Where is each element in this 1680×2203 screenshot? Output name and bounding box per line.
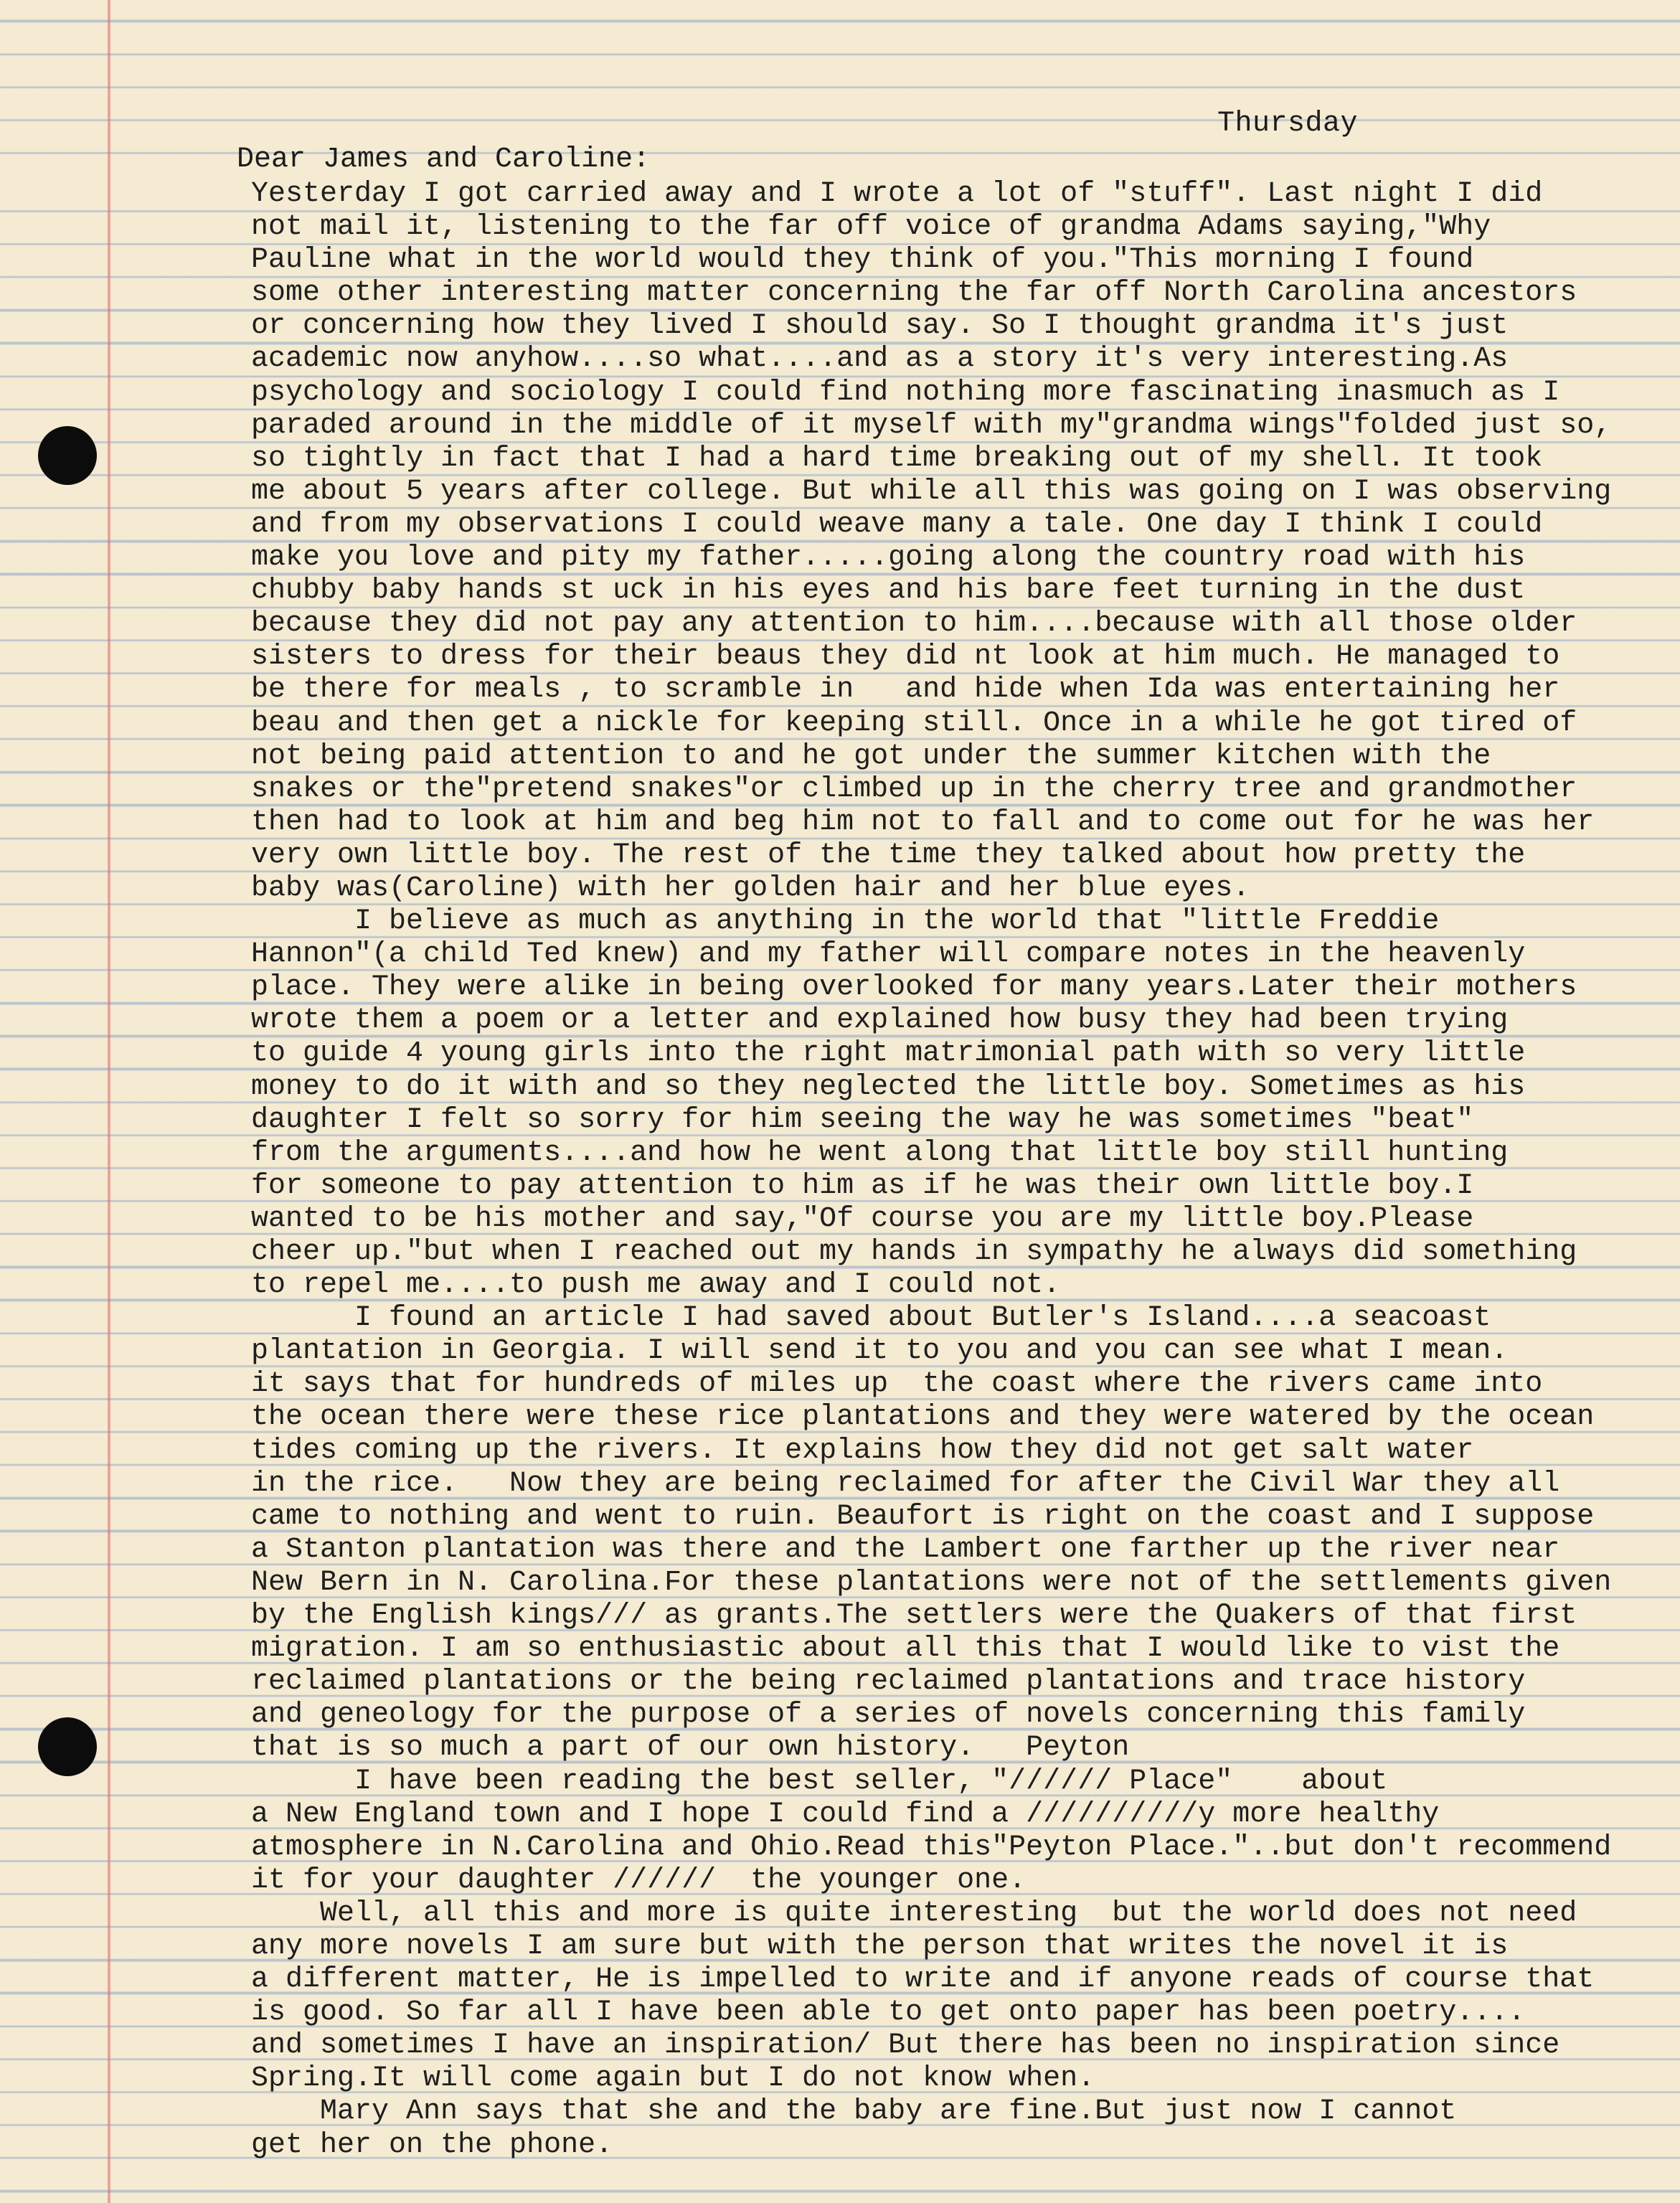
letter-line: not being paid attention to and he got under the summer kitchen with the: [251, 740, 1491, 773]
letter-line: chubby baby hands st uck in his eyes and his bare feet turning in the dust: [251, 575, 1526, 608]
letter-line: any more novels I am sure but with the person that writes the novel it is: [251, 1930, 1509, 1963]
letter-line: in the rice. Now they are being reclaimed for after the Civil War they all: [251, 1467, 1560, 1500]
letter-line: a Stanton plantation was there and the Lambert one farther up the river near: [251, 1533, 1560, 1566]
letter-line: psychology and sociology I could find nothing more fascinating inasmuch as I: [251, 376, 1560, 409]
letter-line: Pauline what in the world would they think of you."This morning I found: [251, 244, 1474, 277]
letter-line: and from my observations I could weave many a tale. One day I think I could: [251, 508, 1543, 541]
letter-line: not mail it, listening to the far off voice of grandma Adams saying,"Why: [251, 211, 1491, 244]
letter-line: Mary Ann says that she and the baby are fine.But just now I cannot: [251, 2095, 1457, 2128]
letter-line: it for your daughter ////// the younger one.: [251, 1864, 1027, 1897]
letter-line: sisters to dress for their beaus they did nt look at him much. He managed to: [251, 641, 1560, 674]
letter-line: so tightly in fact that I had a hard time breaking out of my shell. It took: [251, 442, 1543, 475]
letter-line: wrote them a poem or a letter and explained how busy they had been trying: [251, 1004, 1509, 1037]
letter-line: I have been reading the best seller, "////// Place" about: [251, 1765, 1388, 1798]
letter-line: paraded around in the middle of it myself with my"grandma wings"folded just so,: [251, 409, 1612, 442]
letter-line: cheer up."but when I reached out my hands in sympathy he always did something: [251, 1236, 1577, 1268]
letter-line: get her on the phone.: [251, 2128, 613, 2161]
letter-line: Hannon"(a child Ted knew) and my father will compare notes in the heavenly: [251, 938, 1526, 971]
letter-line: New Bern in N. Carolina.For these plantations were not of the settlements given: [251, 1566, 1612, 1599]
letter-line: because they did not pay any attention to him....because with all those older: [251, 608, 1577, 641]
letter-line: daughter I felt so sorry for him seeing the way he was sometimes "beat": [251, 1103, 1474, 1136]
letter-line: tides coming up the rivers. It explains how they did not get salt water: [251, 1434, 1474, 1467]
binder-hole-top: [38, 426, 97, 485]
letter-line: make you love and pity my father.....going along the country road with his: [251, 542, 1526, 575]
letter-line: by the English kings/// as grants.The settlers were the Quakers of that first: [251, 1600, 1577, 1633]
letter-line: to repel me....to push me away and I could not.: [251, 1269, 1061, 1302]
letter-line: atmosphere in N.Carolina and Ohio.Read this"Peyton Place."..but don't recommend: [251, 1831, 1612, 1864]
letter-line: then had to look at him and beg him not to fall and to come out for he was her: [251, 806, 1595, 839]
letter-line: very own little boy. The rest of the time they talked about how pretty the: [251, 839, 1526, 872]
letter-line: for someone to pay attention to him as if he was their own little boy.I: [251, 1169, 1474, 1202]
letter-date: Thursday: [1217, 108, 1359, 140]
letter-line: Well, all this and more is quite interesting but the world does not need: [251, 1897, 1577, 1930]
letter-line: and sometimes I have an inspiration/ But there has been no inspiration since: [251, 2029, 1560, 2062]
letter-line: wanted to be his mother and say,"Of course you are my little boy.Please: [251, 1202, 1474, 1235]
letter-line: snakes or the"pretend snakes"or climbed up in the cherry tree and grandmother: [251, 773, 1577, 806]
binder-hole-bottom: [38, 1717, 97, 1776]
letter-line: came to nothing and went to ruin. Beaufort is right on the coast and I suppose: [251, 1500, 1595, 1533]
letter-line: plantation in Georgia. I will send it to you and you can see what I mean.: [251, 1335, 1509, 1368]
letter-line: baby was(Caroline) with her golden hair and her blue eyes.: [251, 872, 1250, 905]
letter-line: beau and then get a nickle for keeping still. Once in a while he got tired of: [251, 707, 1577, 740]
letter-line: I believe as much as anything in the world that "little Freddie: [251, 905, 1440, 938]
letter-line: a New England town and I hope I could find a //////////y more healthy: [251, 1798, 1440, 1831]
letter-line: and geneology for the purpose of a series of novels concerning this family: [251, 1699, 1526, 1732]
letter-line: academic now anyhow....so what....and as a story it's very interesting.As: [251, 343, 1509, 376]
letter-line: I found an article I had saved about Butler's Island....a seacoast: [251, 1302, 1491, 1335]
letter-line: that is so much a part of our own history. Peyton: [251, 1732, 1130, 1765]
letter-line: is good. So far all I have been able to get onto paper has been poetry....: [251, 1996, 1526, 2029]
letter-line: some other interesting matter concerning the far off North Carolina ancestors: [251, 277, 1577, 310]
letter-line: it says that for hundreds of miles up the coast where the rivers came into: [251, 1368, 1543, 1401]
letter-line: reclaimed plantations or the being reclaimed plantations and trace history: [251, 1666, 1526, 1699]
letter-line: Yesterday I got carried away and I wrote a lot of "stuff". Last night I did: [251, 178, 1543, 210]
letter-line: Spring.It will come again but I do not know when.: [251, 2062, 1095, 2095]
letter-line: a different matter, He is impelled to write and if anyone reads of course that: [251, 1963, 1595, 1996]
letter-salutation: Dear James and Caroline:: [237, 143, 651, 176]
letter-line: the ocean there were these rice plantations and they were watered by the ocean: [251, 1401, 1595, 1434]
letter-line: or concerning how they lived I should say. So I thought grandma it's just: [251, 310, 1509, 343]
letter-line: money to do it with and so they neglected the little boy. Sometimes as his: [251, 1070, 1526, 1103]
letter-line: from the arguments....and how he went along that little boy still hunting: [251, 1136, 1509, 1169]
letter-line: me about 5 years after college. But while all this was going on I was observing: [251, 475, 1612, 508]
letter-line: migration. I am so enthusiastic about all this that I would like to vist the: [251, 1633, 1560, 1666]
letter-line: to guide 4 young girls into the right matrimonial path with so very little: [251, 1037, 1526, 1070]
letter-body: [251, 178, 1657, 2162]
letter-line: place. They were alike in being overlooked for many years.Later their mothers: [251, 971, 1577, 1004]
letter-line: be there for meals , to scramble in and hide when Ida was entertaining her: [251, 674, 1560, 707]
